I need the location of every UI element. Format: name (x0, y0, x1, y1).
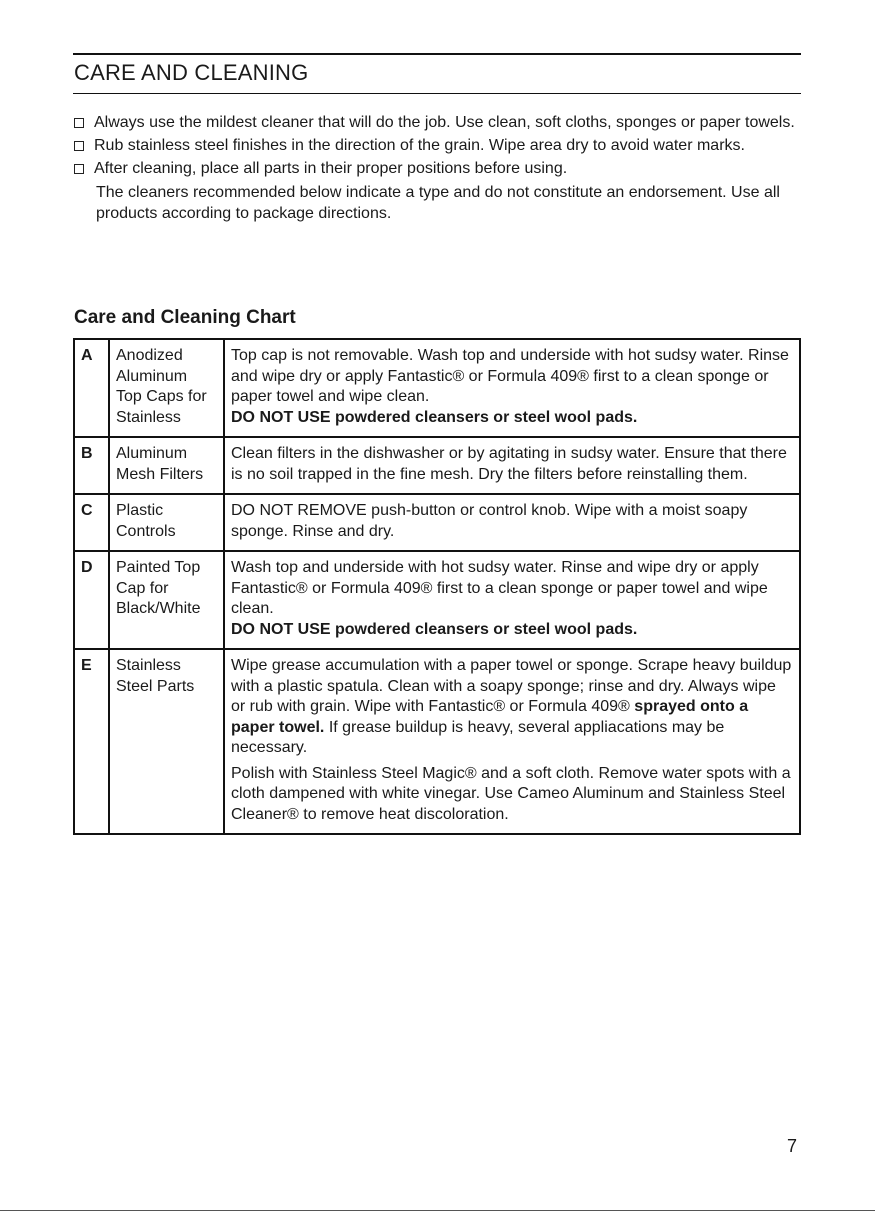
bottom-rule (0, 1210, 875, 1211)
description-text: Top cap is not removable. Wash top and underside with hot sudsy water. Rinse and wipe dry or apply Fantastic® or Formula 409® first to a clean sponge or paper towel and wipe clean. (231, 347, 789, 405)
row-description (224, 649, 800, 834)
table-row (74, 551, 800, 649)
table-row (74, 339, 800, 437)
checkbox-bullet-icon (74, 164, 84, 174)
polish-text: Polish with Stainless Steel Magic® and a soft cloth. Remove water spots with a cloth dampened with white vinegar. Use Cameo Aluminum and Stainless Steel Cleaner® to remove heat discoloration. (231, 764, 791, 823)
row-description (224, 551, 800, 649)
description-part: Wipe grease accumulation with a paper towel or sponge. Scrape heavy buildup with a plastic spatula. Clean with a soapy sponge; rinse and dry. Always wipe or rub with grain. Wipe with Fantastic® or Formula 409® (231, 657, 792, 715)
row-letter: D (74, 551, 109, 649)
warning-text: DO NOT USE powdered cleansers or steel wool pads. (231, 620, 638, 638)
row-description (224, 494, 800, 551)
checkbox-bullet-icon (74, 118, 84, 128)
description-text (231, 656, 793, 759)
row-item: Anodized Aluminum Top Caps for Stainless (109, 339, 224, 437)
description-part: If grease buildup is heavy, several appliacations may be necessary. (231, 718, 725, 756)
emphasis-text: sprayed onto a paper towel. (231, 698, 749, 736)
page-number: 7 (787, 1136, 798, 1156)
description-text: Wash top and underside with hot sudsy water. Rinse and wipe dry or apply Fantastic® or Formula 409® first to a clean sponge or paper towel and wipe clean. (231, 559, 768, 617)
table-row (74, 494, 800, 551)
endorsement-note: The cleaners recommended below indicate a type and do not constitute an endorsement. Use all products according to package directions. (96, 184, 780, 222)
row-item: Aluminum Mesh Filters (109, 437, 224, 494)
warning-text: DO NOT USE powdered cleansers or steel wool pads. (231, 408, 638, 426)
row-letter: A (74, 339, 109, 437)
bullet-text: Rub stainless steel finishes in the direction of the grain. Wipe area dry to avoid water marks. (94, 137, 745, 154)
bullet-item (74, 112, 804, 133)
description-text: Clean filters in the dishwasher or by agitating in sudsy water. Ensure that there is no soil trapped in the fine mesh. Dry the filters before reinstalling them. (231, 445, 787, 483)
heading-underline (73, 93, 801, 94)
top-rule (73, 53, 801, 55)
care-cleaning-table (73, 338, 801, 835)
description-text: DO NOT REMOVE push-button or control knob. Wipe with a moist soapy sponge. Rinse and dry. (231, 502, 748, 540)
row-description (224, 437, 800, 494)
row-description (224, 339, 800, 437)
row-item: Stainless Steel Parts (109, 649, 224, 834)
checkbox-bullet-icon (74, 141, 84, 151)
table-row (74, 649, 800, 834)
section-heading: CARE AND CLEANING (74, 60, 309, 85)
table-row (74, 437, 800, 494)
bullet-item (74, 158, 804, 179)
row-item: Painted Top Cap for Black/White (109, 551, 224, 649)
row-item: Plastic Controls (109, 494, 224, 551)
bullet-text: Always use the mildest cleaner that will do the job. Use clean, soft cloths, sponges or paper towels. (94, 114, 795, 131)
bullet-item (74, 135, 804, 156)
row-letter: E (74, 649, 109, 834)
bullet-text: After cleaning, place all parts in their proper positions before using. (94, 160, 568, 177)
chart-title: Care and Cleaning Chart (74, 307, 296, 328)
row-letter: C (74, 494, 109, 551)
row-letter: B (74, 437, 109, 494)
bullet-list (74, 112, 804, 224)
